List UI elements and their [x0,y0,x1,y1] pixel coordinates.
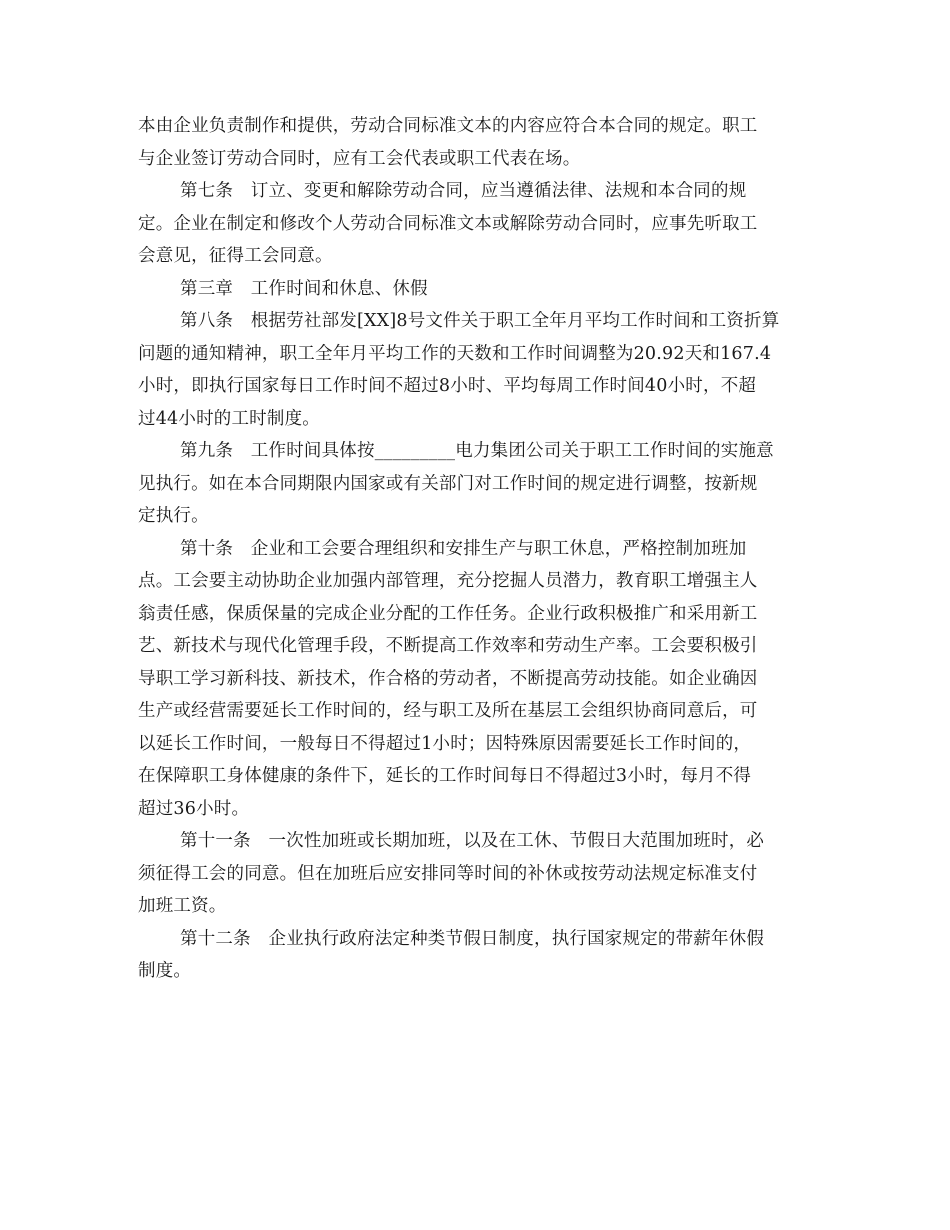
article-12: 第十二条 企业执行政府法定种类节假日制度，执行国家规定的带薪年休假 制度。 [138,928,765,981]
paragraph-continuation: 本由企业负责制作和提供，劳动合同标准文本的内容应符合本合同的规定。职工 与企业签订劳动合同时，应有工会代表或职工代表在场。 [138,116,758,169]
article-8: 第八条 根据劳社部发[XX]8号文件关于职工全年月平均工作时间和工资折算 问题的通知精神，职工全年月平均工作的天数和工作时间调整为20.92天和167.4 小时，即执行国家每日工作时间不超过8小时、平均每周工作时间40小时，不超 过44小时的工时制度。 [138,311,780,429]
article-7: 第七条 订立、变更和解除劳动合同，应当遵循法律、法规和本合同的规 定。企业在制定和修改个人劳动合同标准文本或解除劳动合同时，应事先听取工 会意见，征得工会同意。 [138,181,758,266]
article-11: 第十一条 一次性加班或长期加班，以及在工休、节假日大范围加班时，必 须征得工会的同意。但在加班后应安排同等时间的补休或按劳动法规定标准支付 加班工资。 [138,831,765,916]
chapter-3-heading: 第三章 工作时间和休息、休假 [180,278,428,299]
article-9: 第九条 工作时间具体按_________电力集团公司关于职工工作时间的实施意 见执行。如在本合同期限内国家或有关部门对工作时间的规定进行调整，按新规 定执行。 [138,441,774,526]
document-body [138,110,818,988]
article-10: 第十条 企业和工会要合理组织和安排生产与职工休息，严格控制加班加 点。工会要主动协助企业加强内部管理，充分挖掘人员潜力，教育职工增强主人 翁责任感，保质保量的完成企业分配的工作任务。企业行政积极推广和采用新工 艺、新技术与现代化管理手段，不断提高工作效率和劳动生产率。工会要积极引 导职工学习新科技、新技术，作合格的劳动者，不断提高劳动技能。如企业确因 生产或经营需要延长工作时间的，经与职工及所在基层工会组织协商同意后，可 以延长工作时间，一般每日不得超过1小时；因特殊原因需要延长工作时间的， 在保障职工身体健康的条件下，延长的工作时间每日不得超过3小时，每月不得 超过36小时。 [138,538,758,819]
